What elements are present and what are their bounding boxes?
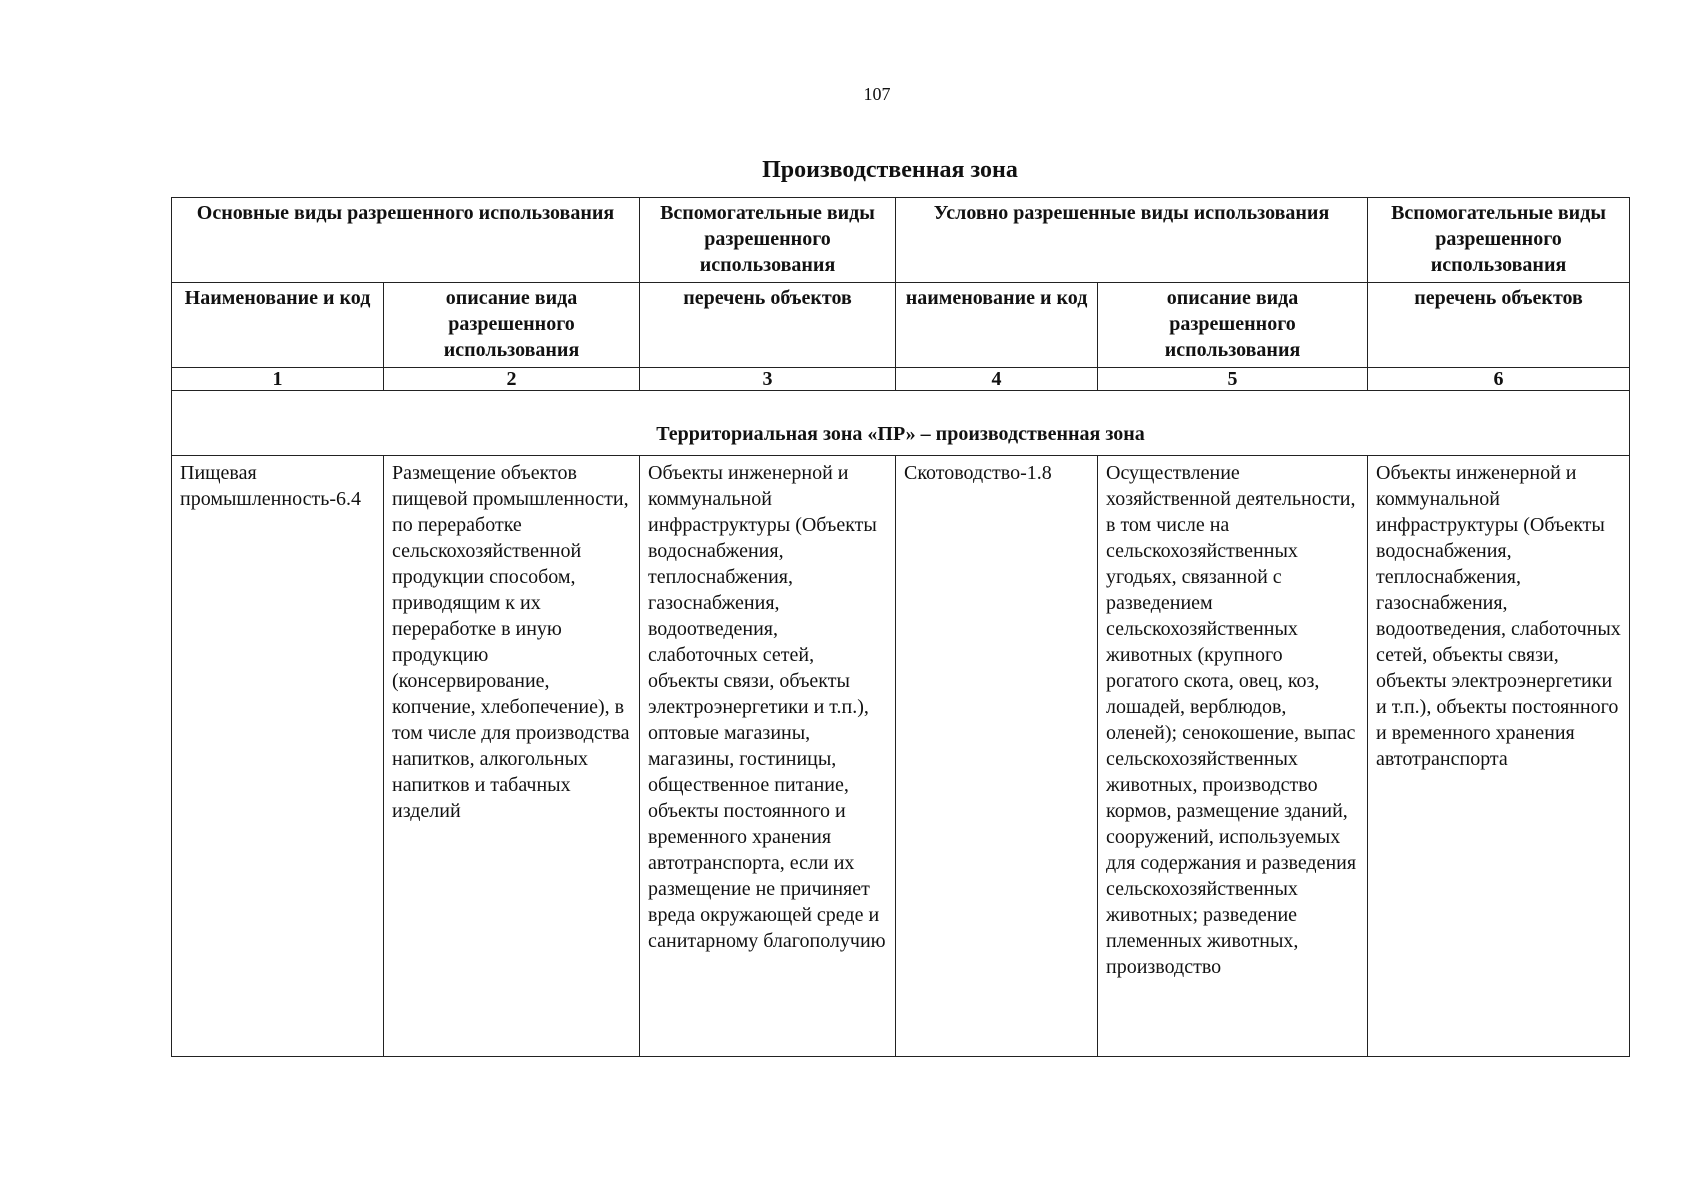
column-number: 3 — [640, 368, 896, 391]
cell-text: Объекты инженерной и коммунальной инфраструктуры (Объекты водоснабжения, теплоснабжения, газоснабжения, водоотведения, слаботочных сетей, объекты связи, объекты электроэнергетики и т.п.), оптовые магазины, магазины, гостиницы, общественное питание, объекты постоянного и временного хранения автотранспорта, если их размещение не причиняет вреда окружающей среде и санитарному благополучию — [648, 462, 886, 952]
column-number: 6 — [1368, 368, 1630, 391]
cell-text: Осуществление хозяйственной деятельности, в том числе на сельскохозяйственных угодьях, связанной с разведением сельскохозяйственных животных (крупного рогатого скота, овец, коз, лошадей, верблюдов, оленей); сенокошение, выпас сельскохозяйственных животных, производство кормов, размещение зданий, сооружений, используемых для содержания и разведения сельскохозяйственных животных; разведение племенных животных, производство — [1106, 462, 1357, 978]
sub-header-conditional-name-code: наименование и код — [896, 283, 1098, 368]
cell-conditional-object-list — [1368, 456, 1630, 1057]
sub-header-use-description: описание вида разрешенного использования — [384, 283, 640, 368]
zone-title: Территориальная зона «ПР» – производственная зона — [172, 391, 1630, 456]
table-row — [172, 456, 1630, 1057]
column-number: 1 — [172, 368, 384, 391]
group-header-auxiliary-uses: Вспомогательные виды разрешенного использования — [640, 198, 896, 283]
column-number: 5 — [1098, 368, 1368, 391]
group-header-conditional-uses: Условно разрешенные виды использования — [896, 198, 1368, 283]
sub-header-conditional-object-list: перечень объектов — [1368, 283, 1630, 368]
cell-use-description — [384, 456, 640, 1057]
sub-header-name-code: Наименование и код — [172, 283, 384, 368]
cell-conditional-name-code — [896, 456, 1098, 1057]
cell-object-list — [640, 456, 896, 1057]
cell-conditional-use-description — [1098, 456, 1368, 1057]
cell-text: Скотоводство-1.8 — [904, 462, 1052, 484]
cell-text: Размещение объектов пищевой промышленности, по переработке сельскохозяйственной продукции способом, приводящим к их переработке в иную продукцию (консервирование, копчение, хлебопечение), в том числе для производства напитков, алкогольных напитков и табачных изделий — [392, 462, 630, 822]
group-header-conditional-auxiliary-uses: Вспомогательные виды разрешенного использования — [1368, 198, 1630, 283]
cell-name-code — [172, 456, 384, 1057]
page-number: 107 — [863, 84, 891, 104]
group-header-main-uses: Основные виды разрешенного использования — [172, 198, 640, 283]
page-title: Производственная зона — [762, 157, 1018, 183]
column-number-row — [172, 368, 1630, 391]
sub-header-object-list: перечень объектов — [640, 283, 896, 368]
permitted-use-table — [171, 197, 1630, 1057]
sub-header-conditional-use-description: описание вида разрешенного использования — [1098, 283, 1368, 368]
group-header-row — [172, 198, 1630, 283]
zone-title-row — [172, 391, 1630, 456]
column-number: 4 — [896, 368, 1098, 391]
cell-text: Пищевая промышленность-6.4 — [180, 462, 361, 510]
column-number: 2 — [384, 368, 640, 391]
sub-header-row — [172, 283, 1630, 368]
cell-text: Объекты инженерной и коммунальной инфраструктуры (Объекты водоснабжения, теплоснабжения, газоснабжения, водоотведения, слаботочных сетей, объекты связи, объекты электроэнергетики и т.п.), объекты постоянного и временного хранения автотранспорта — [1376, 462, 1621, 770]
